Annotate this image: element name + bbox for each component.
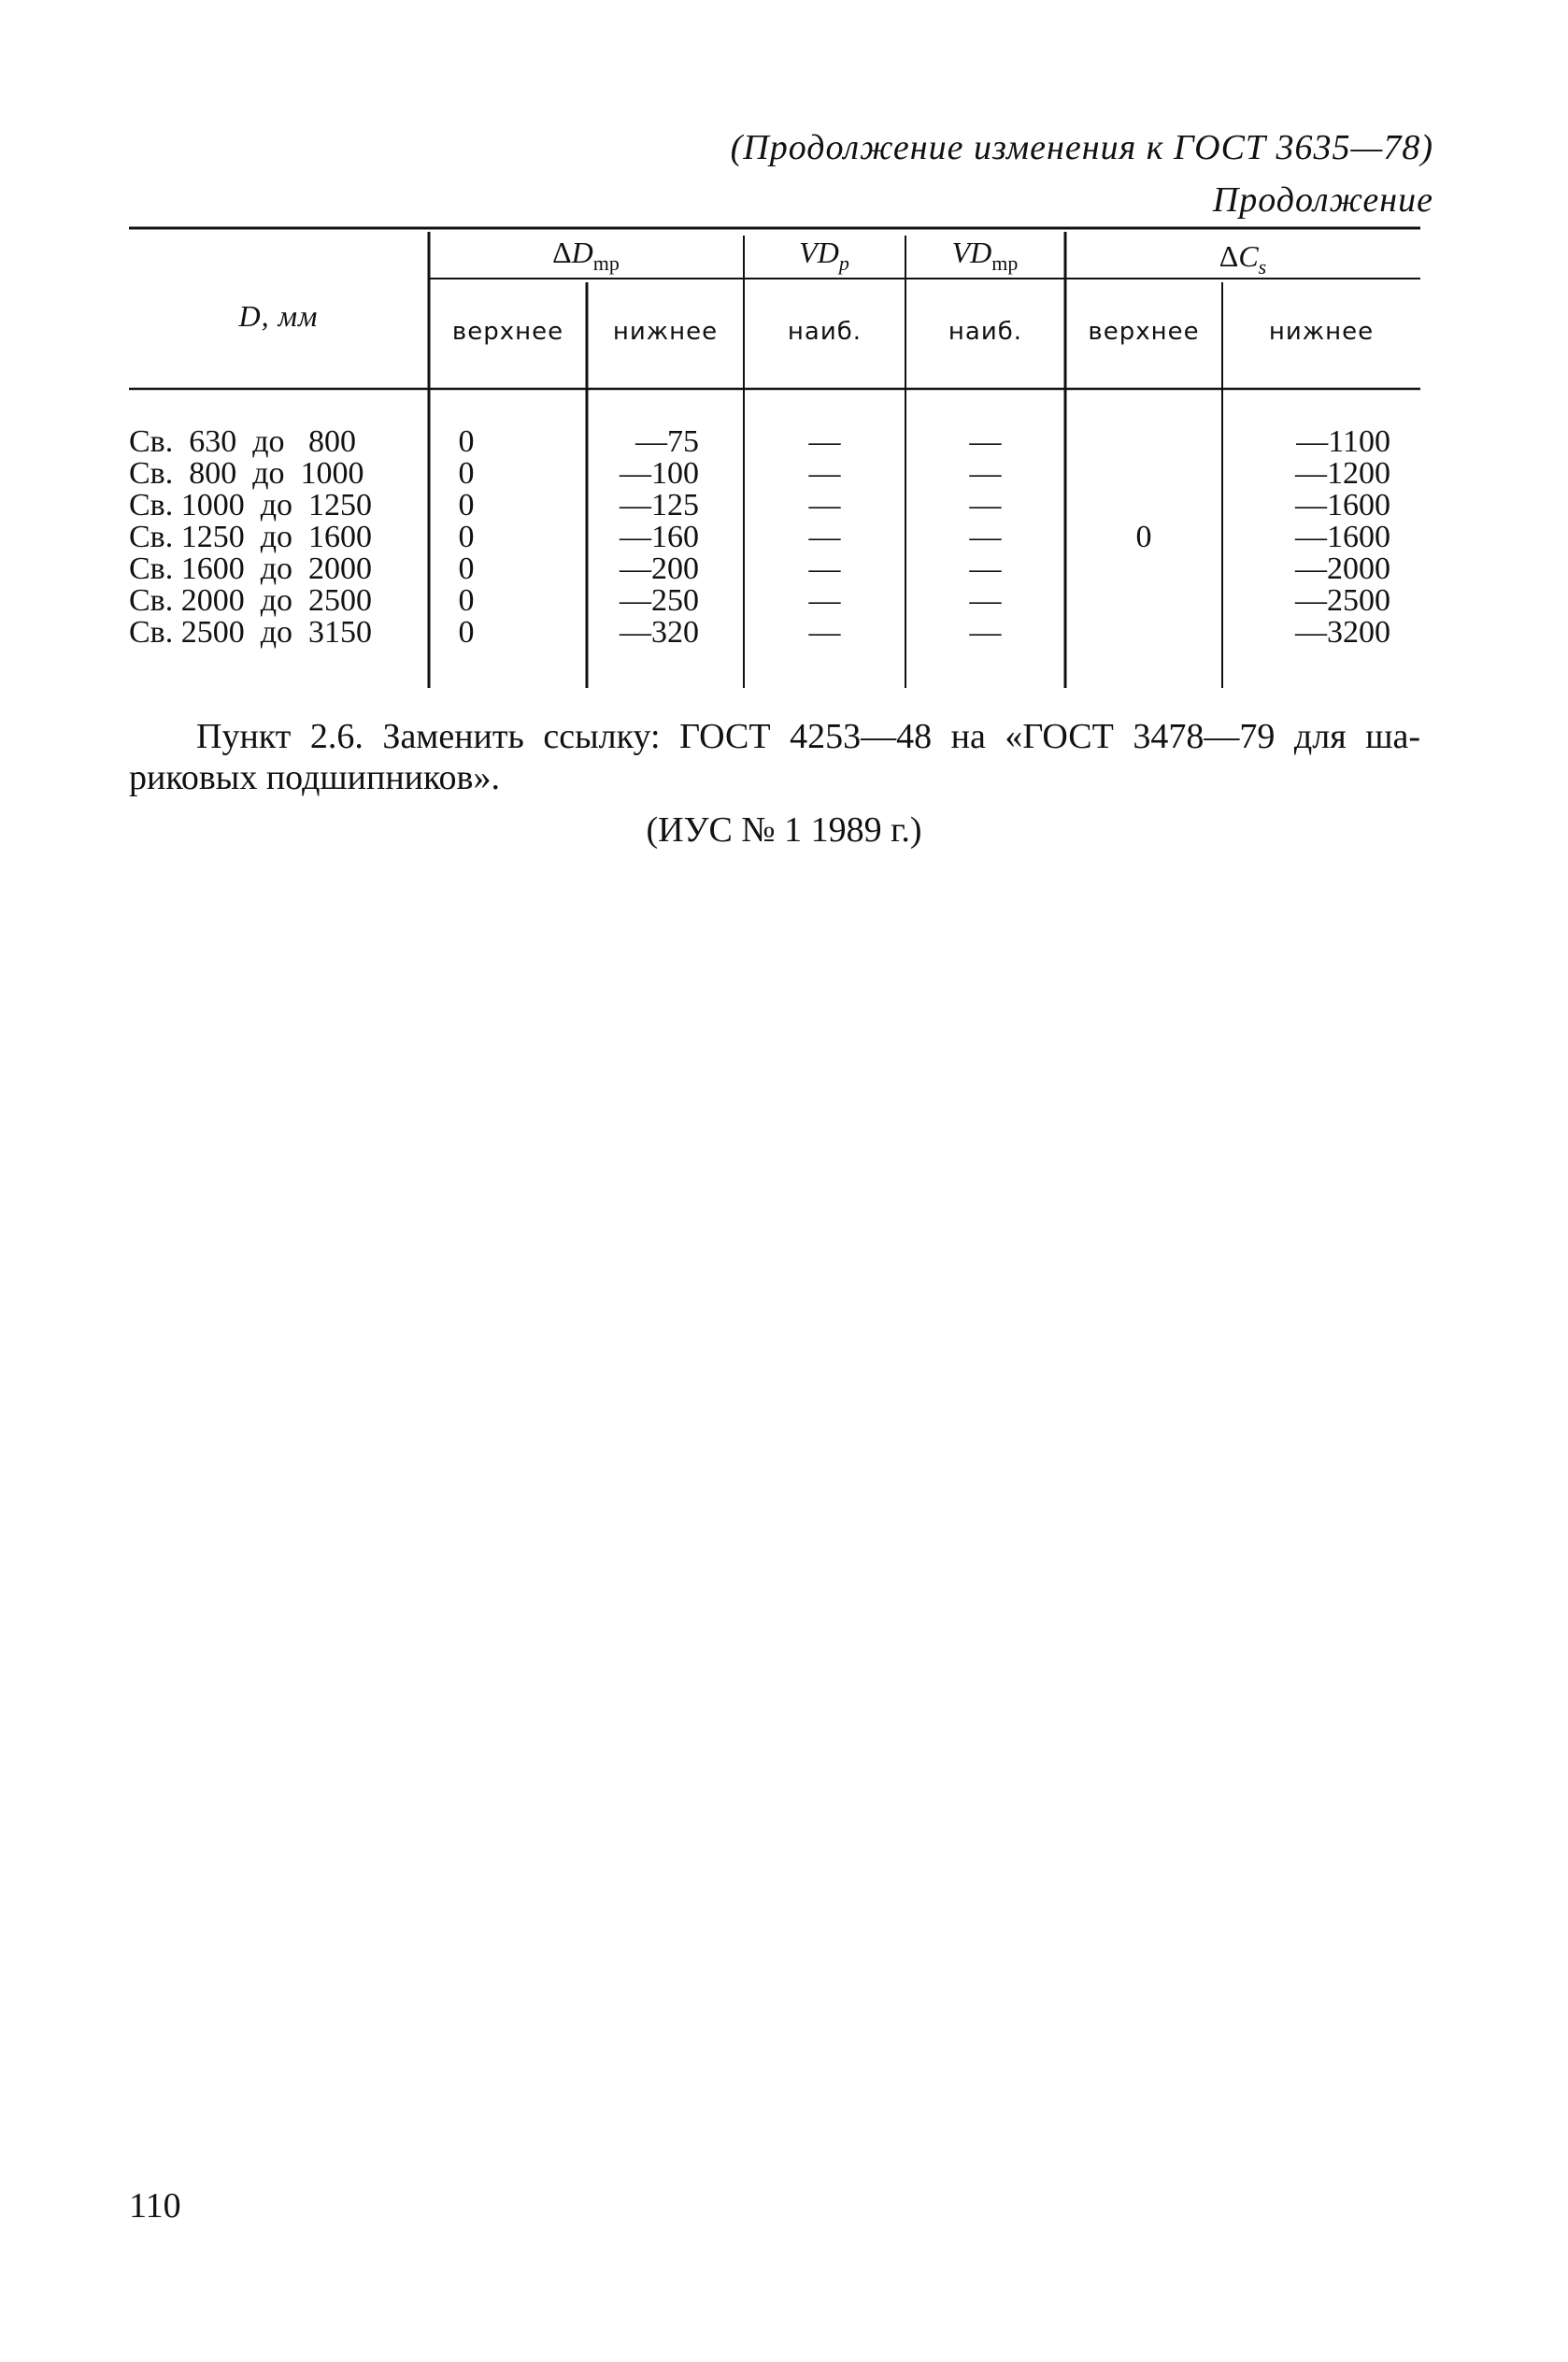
sub-header-dmp-upper: верхнее — [451, 318, 564, 346]
row-dcs-lower: —1200 — [1295, 456, 1390, 491]
row-dmp-upper: 0 — [458, 520, 475, 554]
row-dmp-lower: —100 — [620, 456, 699, 491]
row-dmp-lower: —200 — [620, 551, 699, 586]
row-d-range: Св. 800 до 1000 — [129, 456, 364, 491]
row-dcs-lower: —1600 — [1295, 488, 1390, 523]
dcs-upper-merged: 0 — [1135, 520, 1152, 554]
row-dcs-lower: —3200 — [1295, 615, 1390, 650]
row-vdmp: — — [969, 520, 1002, 554]
amendment-paragraph — [129, 716, 1420, 798]
row-d-range: Св. 2500 до 3150 — [129, 615, 373, 650]
sub-header-vdmp-max: наиб. — [948, 318, 1023, 346]
row-dmp-upper: 0 — [458, 551, 475, 586]
row-dcs-lower: —2000 — [1295, 551, 1390, 586]
row-vdp: — — [808, 583, 841, 618]
row-dmp-upper: 0 — [458, 615, 475, 650]
row-d-range: Св. 630 до 800 — [129, 424, 357, 459]
row-vdmp: — — [969, 583, 1002, 618]
row-dmp-upper: 0 — [458, 583, 475, 618]
col-header-d-text: D, мм — [238, 299, 319, 333]
row-vdmp: — — [969, 456, 1002, 491]
row-vdmp: — — [969, 424, 1002, 459]
sub-header-dcs-lower: нижнее — [1268, 318, 1375, 346]
sub-header-dmp-lower: нижнее — [612, 318, 719, 346]
row-dmp-lower: —250 — [620, 583, 699, 618]
row-dmp-lower: —125 — [620, 488, 699, 523]
group-header-vdp: $VD_p$ — [799, 236, 849, 275]
sub-header-dcs-upper: верхнее — [1088, 318, 1200, 346]
group-header-dcs: $\Delta C_s$ — [1219, 239, 1267, 279]
row-vdp: — — [808, 488, 841, 523]
row-vdmp: — — [969, 615, 1002, 650]
row-dcs-lower: —1100 — [1296, 424, 1390, 459]
row-dcs-lower: —1600 — [1295, 520, 1390, 554]
row-d-range: Св. 1000 до 1250 — [129, 488, 373, 523]
row-vdmp: — — [969, 551, 1002, 586]
continuation-header: (Продолжение изменения к ГОСТ 3635—78) — [730, 128, 1433, 167]
row-dcs-lower: —2500 — [1295, 583, 1390, 618]
group-header-dmp: $\Delta D_{mp}$ — [552, 236, 620, 275]
col-header-d — [129, 299, 428, 334]
row-vdp: — — [808, 456, 841, 491]
row-dmp-lower: —75 — [635, 424, 699, 459]
tolerance-table — [129, 224, 1420, 692]
row-d-range: Св. 1250 до 1600 — [129, 520, 373, 554]
row-d-range: Св. 2000 до 2500 — [129, 583, 373, 618]
ius-reference: (ИУС № 1 1989 г.) — [646, 810, 922, 850]
amendment-line-2: риковых подшипников». — [129, 758, 500, 797]
row-dmp-lower: —160 — [620, 520, 699, 554]
row-dmp-lower: —320 — [620, 615, 699, 650]
group-header-vdmp: $VD_{mp}$ — [951, 236, 1019, 275]
row-vdp: — — [808, 520, 841, 554]
row-vdp: — — [808, 615, 841, 650]
row-dmp-upper: 0 — [458, 456, 475, 491]
sub-header-vdp-max: наиб. — [787, 318, 862, 346]
row-vdp: — — [808, 551, 841, 586]
row-vdmp: — — [969, 488, 1002, 523]
row-dmp-upper: 0 — [458, 488, 475, 523]
row-dmp-upper: 0 — [458, 424, 475, 459]
continued-label: Продолжение — [1212, 180, 1433, 220]
row-vdp: — — [808, 424, 841, 459]
row-d-range: Св. 1600 до 2000 — [129, 551, 373, 586]
page-number: 110 — [129, 2186, 181, 2226]
amendment-line-1: Пункт 2.6. Заменить ссылку: ГОСТ 4253—48 на «ГОСТ 3478—79 для ша- — [196, 717, 1420, 756]
